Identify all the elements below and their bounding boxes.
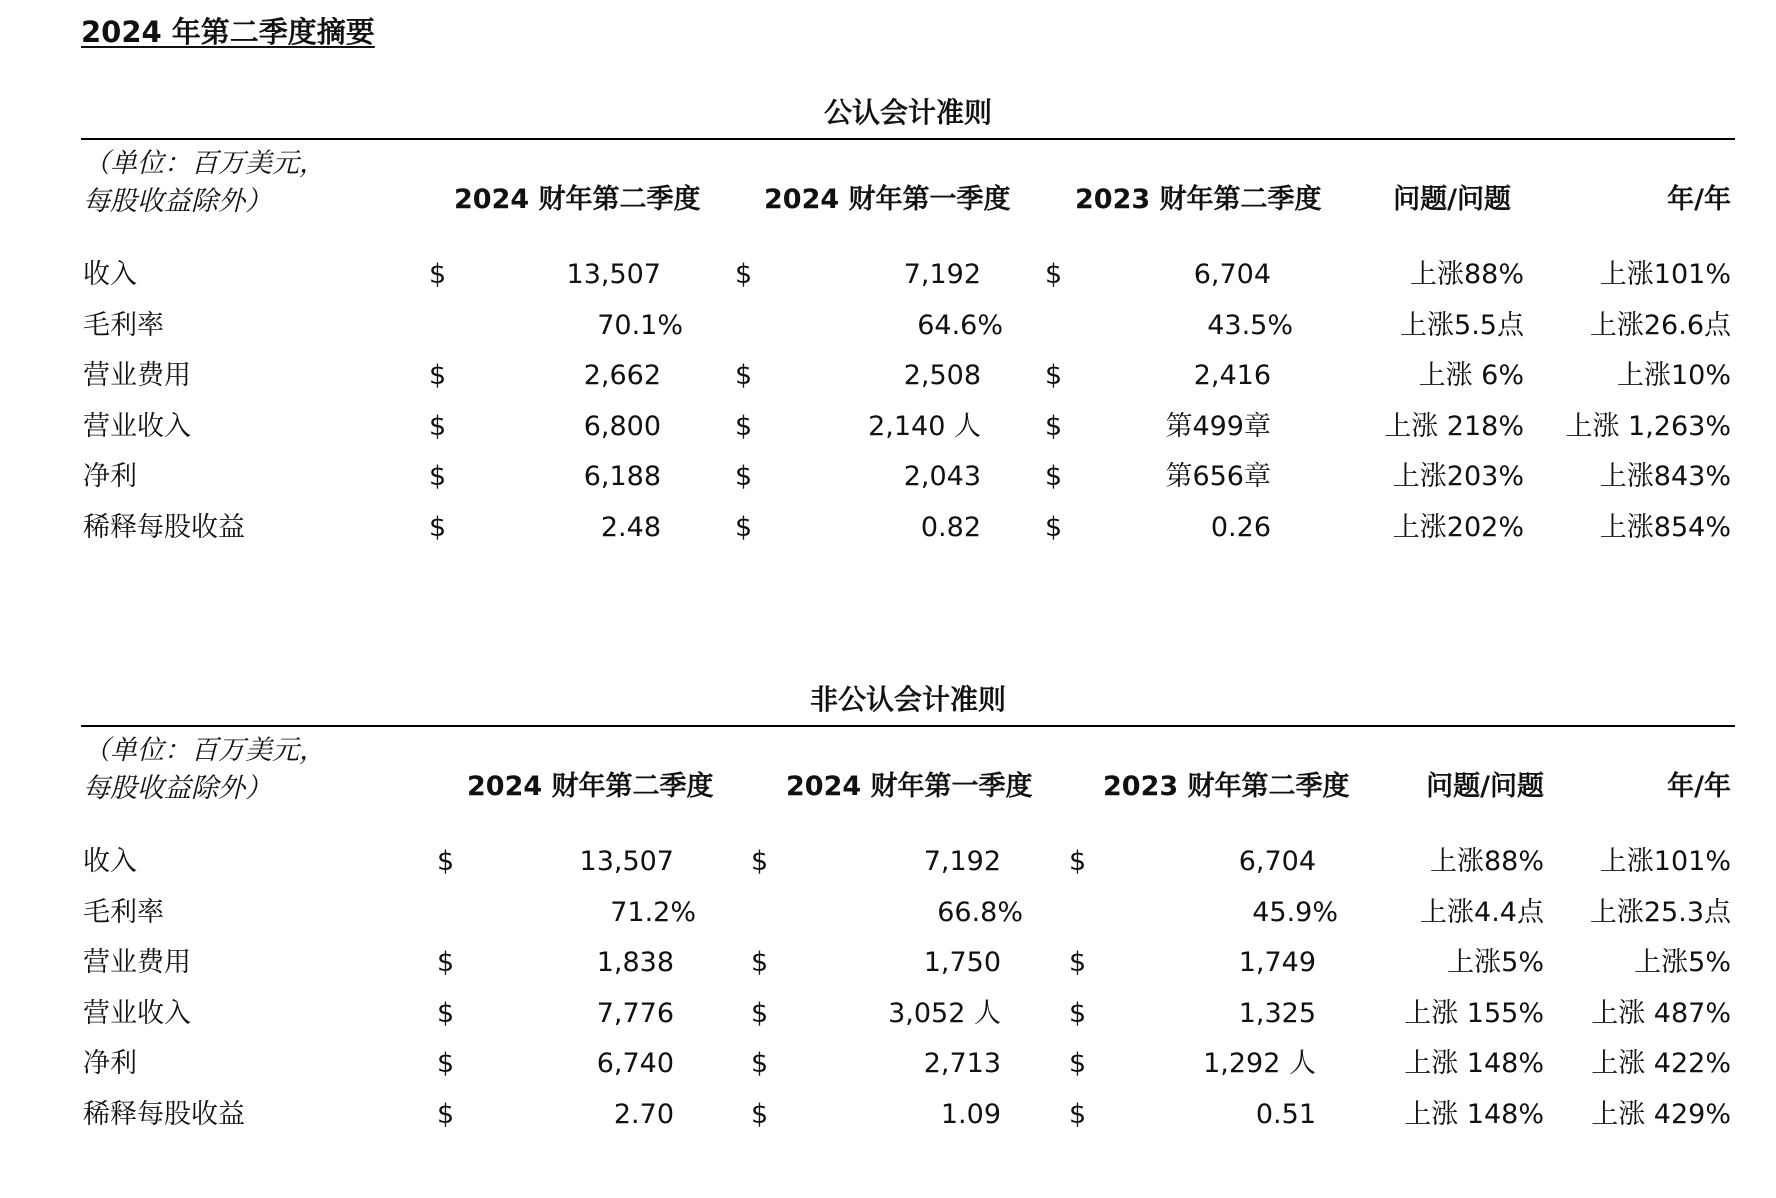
col-header-yy: 年/年 bbox=[1667, 184, 1731, 215]
gaap-section-title: 公认会计准则 bbox=[823, 96, 992, 129]
currency-symbol: $ bbox=[437, 947, 455, 978]
row-label: 营业收入 bbox=[83, 410, 191, 442]
unit-note-line1: （单位：百万美元， bbox=[83, 735, 326, 766]
value-cell: 71.2% bbox=[610, 896, 696, 928]
currency-symbol: $ bbox=[751, 1048, 769, 1079]
row-label: 毛利率 bbox=[83, 309, 164, 341]
qq-change: 上涨5.5点 bbox=[1400, 309, 1524, 341]
yy-change: 上涨 1,263% bbox=[1565, 410, 1731, 442]
value-cell: 2,508 bbox=[903, 360, 981, 391]
value-cell: 66.8% bbox=[937, 896, 1023, 928]
gaap-header-rule bbox=[81, 138, 1735, 140]
currency-symbol: $ bbox=[1069, 846, 1087, 877]
currency-symbol: $ bbox=[429, 410, 447, 442]
value-cell: 0.82 bbox=[920, 511, 981, 543]
yy-change: 上涨26.6点 bbox=[1589, 309, 1731, 341]
table-row bbox=[81, 503, 1735, 553]
table-row bbox=[81, 402, 1735, 452]
unit-note bbox=[83, 732, 413, 808]
table-row bbox=[81, 837, 1735, 887]
currency-symbol: $ bbox=[429, 511, 447, 543]
currency-symbol: $ bbox=[1045, 360, 1063, 391]
value-cell: 0.51 bbox=[1255, 1098, 1316, 1130]
nongaap-header-rule bbox=[81, 725, 1735, 727]
currency-symbol: $ bbox=[735, 511, 753, 543]
currency-symbol: $ bbox=[429, 461, 447, 492]
value-cell: 13,507 bbox=[566, 259, 661, 290]
qq-change: 上涨 148% bbox=[1404, 1048, 1544, 1079]
currency-symbol: $ bbox=[735, 259, 753, 290]
value-cell: 64.6% bbox=[917, 309, 1003, 341]
value-cell: 6,704 bbox=[1238, 846, 1316, 877]
value-cell: 1,325 bbox=[1238, 997, 1316, 1029]
row-label: 营业费用 bbox=[83, 947, 191, 978]
col-header-fy24q2: 2024 财年第二季度 bbox=[467, 771, 714, 802]
row-label: 营业费用 bbox=[83, 360, 191, 391]
value-cell: 45.9% bbox=[1252, 896, 1338, 928]
yy-change: 上涨 422% bbox=[1591, 1048, 1731, 1079]
page-title: 2024 年第二季度摘要 bbox=[81, 15, 375, 49]
value-cell: 7,192 bbox=[903, 259, 981, 290]
value-cell: 2,713 bbox=[923, 1048, 1001, 1079]
yy-change: 上涨101% bbox=[1599, 846, 1731, 877]
yy-change: 上涨843% bbox=[1599, 461, 1731, 492]
qq-change: 上涨88% bbox=[1409, 259, 1524, 290]
value-cell: 0.26 bbox=[1210, 511, 1271, 543]
qq-change: 上涨 148% bbox=[1404, 1098, 1544, 1130]
table-row bbox=[81, 1090, 1735, 1140]
yy-change: 上涨 487% bbox=[1591, 997, 1731, 1029]
qq-change: 上涨4.4点 bbox=[1420, 896, 1544, 928]
col-header-qq: 问题/问题 bbox=[1426, 771, 1544, 802]
currency-symbol: $ bbox=[429, 360, 447, 391]
value-cell: 第656章 bbox=[1165, 461, 1271, 492]
currency-symbol: $ bbox=[735, 461, 753, 492]
table-row bbox=[81, 888, 1735, 938]
value-cell: 1,750 bbox=[923, 947, 1001, 978]
qq-change: 上涨202% bbox=[1392, 511, 1524, 543]
value-cell: 7,776 bbox=[596, 997, 674, 1029]
qq-change: 上涨 218% bbox=[1384, 410, 1524, 442]
col-header-fy23q2: 2023 财年第二季度 bbox=[1103, 771, 1350, 802]
col-header-fy24q1: 2024 财年第一季度 bbox=[764, 184, 1011, 215]
yy-change: 上涨10% bbox=[1616, 360, 1731, 391]
currency-symbol: $ bbox=[735, 410, 753, 442]
qq-change: 上涨203% bbox=[1392, 461, 1524, 492]
currency-symbol: $ bbox=[437, 846, 455, 877]
value-cell: 6,188 bbox=[583, 461, 661, 492]
row-label: 净利 bbox=[83, 461, 137, 492]
col-header-fy23q2: 2023 财年第二季度 bbox=[1075, 184, 1322, 215]
table-row bbox=[81, 301, 1735, 351]
col-header-fy24q1: 2024 财年第一季度 bbox=[786, 771, 1033, 802]
value-cell: 6,704 bbox=[1193, 259, 1271, 290]
unit-note-line2: 每股收益除外） bbox=[83, 773, 272, 804]
value-cell: 1,749 bbox=[1238, 947, 1316, 978]
currency-symbol: $ bbox=[437, 997, 455, 1029]
unit-note-line1: （单位：百万美元， bbox=[83, 148, 326, 179]
currency-symbol: $ bbox=[1069, 947, 1087, 978]
value-cell: 70.1% bbox=[597, 309, 683, 341]
value-cell: 2,140 人 bbox=[868, 410, 981, 442]
value-cell: 2,416 bbox=[1193, 360, 1271, 391]
currency-symbol: $ bbox=[437, 1098, 455, 1130]
value-cell: 1,292 人 bbox=[1203, 1048, 1316, 1079]
yy-change: 上涨25.3点 bbox=[1589, 896, 1731, 928]
value-cell: 6,800 bbox=[583, 410, 661, 442]
value-cell: 43.5% bbox=[1207, 309, 1293, 341]
currency-symbol: $ bbox=[751, 1098, 769, 1130]
qq-change: 上涨88% bbox=[1429, 846, 1544, 877]
qq-change: 上涨5% bbox=[1447, 947, 1544, 978]
value-cell: 2,662 bbox=[583, 360, 661, 391]
row-label: 稀释每股收益 bbox=[83, 1098, 245, 1130]
table-row bbox=[81, 351, 1735, 401]
value-cell: 1.09 bbox=[940, 1098, 1001, 1130]
currency-symbol: $ bbox=[1045, 511, 1063, 543]
currency-symbol: $ bbox=[735, 360, 753, 391]
value-cell: 2.70 bbox=[613, 1098, 674, 1130]
nongaap-section bbox=[81, 678, 1735, 1198]
nongaap-section-title: 非公认会计准则 bbox=[809, 683, 1006, 716]
currency-symbol: $ bbox=[1045, 461, 1063, 492]
table-row bbox=[81, 452, 1735, 502]
currency-symbol: $ bbox=[1069, 1098, 1087, 1130]
qq-change: 上涨 6% bbox=[1418, 360, 1524, 391]
currency-symbol: $ bbox=[751, 947, 769, 978]
currency-symbol: $ bbox=[751, 997, 769, 1029]
value-cell: 第499章 bbox=[1165, 410, 1271, 442]
row-label: 净利 bbox=[83, 1048, 137, 1079]
table-row bbox=[81, 938, 1735, 988]
row-label: 毛利率 bbox=[83, 896, 164, 928]
table-row bbox=[81, 250, 1735, 300]
value-cell: 13,507 bbox=[579, 846, 674, 877]
unit-note-line2: 每股收益除外） bbox=[83, 186, 272, 217]
value-cell: 6,740 bbox=[596, 1048, 674, 1079]
value-cell: 2.48 bbox=[600, 511, 661, 543]
currency-symbol: $ bbox=[1069, 997, 1087, 1029]
row-label: 稀释每股收益 bbox=[83, 511, 245, 543]
currency-symbol: $ bbox=[429, 259, 447, 290]
col-header-qq: 问题/问题 bbox=[1393, 184, 1511, 215]
value-cell: 3,052 人 bbox=[888, 997, 1001, 1029]
yy-change: 上涨101% bbox=[1599, 259, 1731, 290]
value-cell: 7,192 bbox=[923, 846, 1001, 877]
table-row bbox=[81, 989, 1735, 1039]
currency-symbol: $ bbox=[751, 846, 769, 877]
unit-note bbox=[83, 145, 413, 221]
col-header-fy24q2: 2024 财年第二季度 bbox=[454, 184, 701, 215]
value-cell: 2,043 bbox=[903, 461, 981, 492]
row-label: 收入 bbox=[83, 846, 137, 877]
yy-change: 上涨5% bbox=[1634, 947, 1731, 978]
row-label: 收入 bbox=[83, 259, 137, 290]
currency-symbol: $ bbox=[1069, 1048, 1087, 1079]
col-header-yy: 年/年 bbox=[1667, 771, 1731, 802]
value-cell: 1,838 bbox=[596, 947, 674, 978]
qq-change: 上涨 155% bbox=[1404, 997, 1544, 1029]
currency-symbol: $ bbox=[1045, 410, 1063, 442]
currency-symbol: $ bbox=[1045, 259, 1063, 290]
currency-symbol: $ bbox=[437, 1048, 455, 1079]
gaap-section bbox=[81, 91, 1735, 611]
yy-change: 上涨854% bbox=[1599, 511, 1731, 543]
table-row bbox=[81, 1039, 1735, 1089]
yy-change: 上涨 429% bbox=[1591, 1098, 1731, 1130]
row-label: 营业收入 bbox=[83, 997, 191, 1029]
